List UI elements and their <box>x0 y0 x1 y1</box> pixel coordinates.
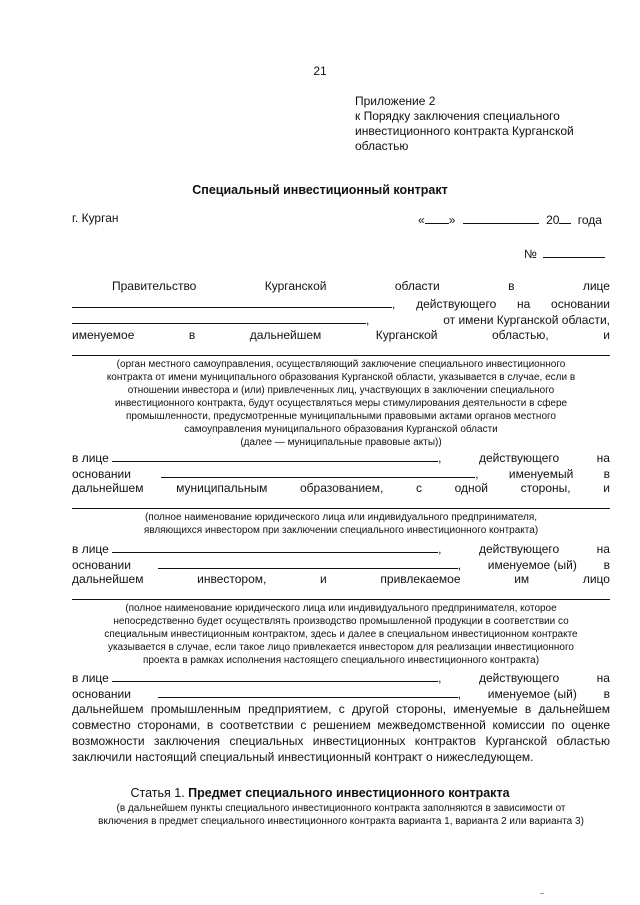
note-municipal: (орган местного самоуправления, осуществляющий заключение специального инвестиционного контракта от имени муниципального образования Курганской области, указывается в случае, если в отношении инвестора и (или) привлеченных лиц, участвующих в заключении специального инвестиционного контракта, будут осуществляться меры стимулирования деятельности в сфере промышленности, предусмотренные муниципальными правовыми актами органов местного самоуправления муниципального образования Курганской области (далее — муниципальные правовые акты)) <box>106 359 576 448</box>
separator-line <box>72 355 610 356</box>
appendix-line: инвестиционного контракта Курганской <box>355 124 574 138</box>
separator-line <box>72 508 610 509</box>
separator-line <box>72 599 610 600</box>
quote-open: « <box>418 213 425 227</box>
appendix-line: Приложение 2 <box>355 94 436 108</box>
block3-row3: дальнейшем инвестором, и привлекаемое им лицо <box>72 572 610 586</box>
block2-row1: в лице , действующего на <box>72 451 610 465</box>
year-blank <box>559 211 571 224</box>
number-blank <box>543 245 605 258</box>
month-blank <box>463 211 539 224</box>
block3-row2: основании , именуемое (ый) в <box>72 558 610 572</box>
note-industrial: (полное наименование юридического лица или индивидуального предпринимателя, которое непосредственно будет осуществлять производство промышленной продукции в соответствии со специальным инвестиционным контрактом, здесь и далее в специальном инвестиционном контракте указывается в случае, если такое лицо привлекается инвестором для реализации инвестиционного проекта в рамках исполнения настоящего специального инвестиционного контракта) <box>104 603 578 666</box>
block1-row2: , действующего на основании <box>72 295 610 311</box>
block1-row1: Правительство Курганской области в лице <box>112 279 610 293</box>
basis-blank <box>158 556 458 569</box>
appendix-line: областью <box>355 139 409 153</box>
name-blank <box>112 669 438 682</box>
name-blank <box>112 540 438 553</box>
quote-close: » <box>448 213 456 227</box>
contract-number <box>524 245 605 261</box>
basis-blank <box>158 685 458 698</box>
contract-date <box>418 211 602 227</box>
basis-blank <box>72 311 366 324</box>
block3-row1: в лице , действующего на <box>72 542 610 556</box>
block1-row3: , от имени Курганской области, <box>72 311 610 327</box>
closing-paragraph: дальнейшем промышленным предприятием, с другой стороны, именуемые в дальнейшем совместно сторонами, в соответствии с решением межведомственной комиссии по оценке возможности заключения специальных инвестиционных контрактов Курганской областью заключили настоящий специальный инвестиционный контракт о нижеследующем. <box>72 702 610 764</box>
block1-row4: именуемое в дальнейшем Курганской областью, и <box>72 328 610 342</box>
page-number: 21 <box>313 64 327 78</box>
day-blank <box>425 211 449 224</box>
block2-row2: основании , именуемый в <box>72 467 610 481</box>
block4-row2: основании , именуемое (ый) в <box>72 687 610 701</box>
block4-row1: в лице , действующего на <box>72 671 610 685</box>
name-blank <box>72 295 392 308</box>
appendix-block <box>355 94 605 154</box>
document-title: Специальный инвестиционный контракт <box>192 183 448 197</box>
scan-mark <box>540 893 544 894</box>
city: г. Курган <box>72 211 119 225</box>
basis-blank <box>161 465 475 478</box>
appendix-line: к Порядку заключения специального <box>355 109 560 123</box>
article-prefix: Статья 1. <box>130 786 189 800</box>
year-prefix: 20 <box>546 213 560 227</box>
article-title <box>0 786 640 800</box>
note-investor: (полное наименование юридического лица или индивидуального предпринимателя, являющихся инвестором при заключении специального инвестиционного контракта) <box>143 512 539 536</box>
number-label: № <box>524 247 537 261</box>
year-suffix: года <box>577 213 602 227</box>
name-blank <box>112 449 438 462</box>
article-heading: Предмет специального инвестиционного контракта <box>188 786 510 800</box>
block2-row3: дальнейшем муниципальным образованием, с одной стороны, и <box>72 481 610 495</box>
article-note: (в дальнейшем пункты специального инвестиционного контракта заполняются в зависимости от включения в предмет специального инвестиционного контракта варианта 1, варианта 2 или варианта 3) <box>98 803 584 827</box>
